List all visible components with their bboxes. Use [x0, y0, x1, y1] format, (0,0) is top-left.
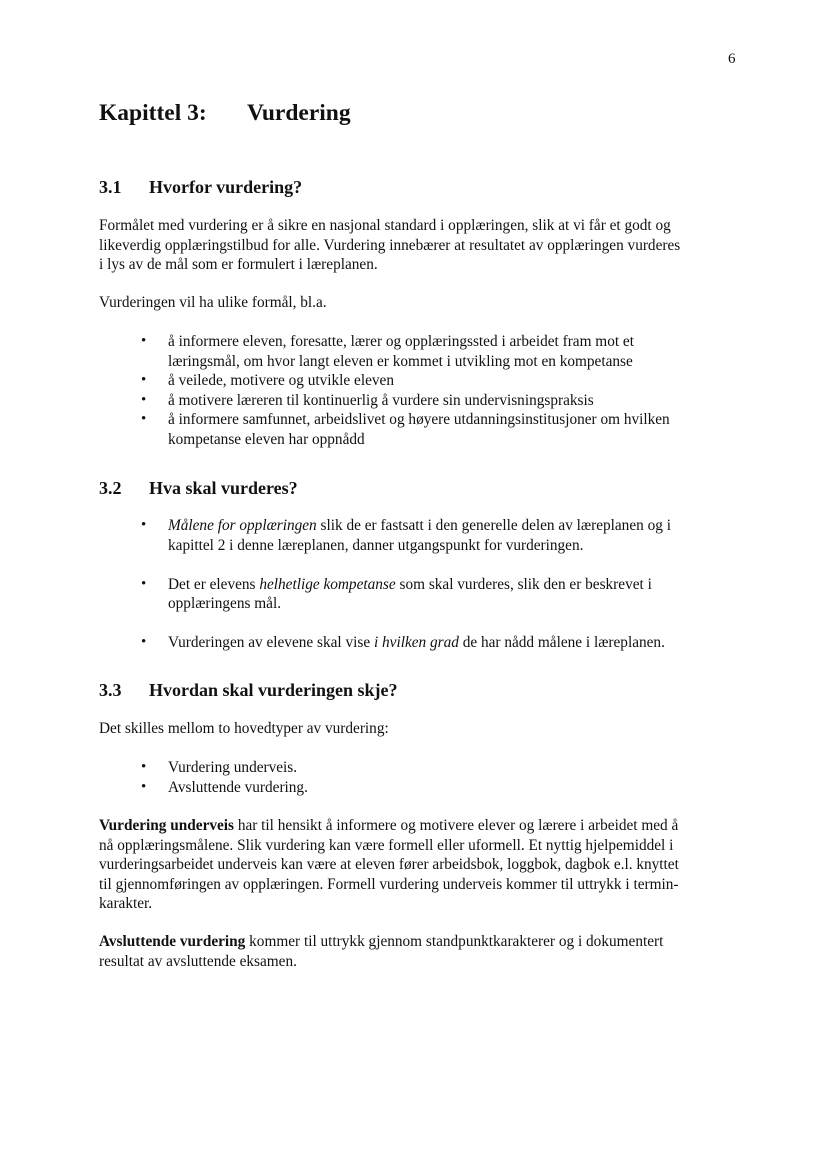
section-title: Hvordan skal vurderingen skje?: [149, 680, 398, 700]
text-segment: har til hensikt å informere og motivere elever og lærere i arbeidet med å: [234, 817, 679, 834]
text-line: • å informere eleven, foresatte, lærer og opplæringssted i arbeidet fram mot et: [168, 333, 634, 350]
section-title: Hvorfor vurdering?: [149, 177, 303, 197]
text-line: opplæringens mål.: [168, 595, 282, 612]
bold-term: Avsluttende vurdering: [99, 933, 246, 950]
list-item: [99, 391, 739, 411]
list-item: [99, 575, 739, 614]
assessment-bullet-list: [99, 516, 739, 653]
list-item: [99, 332, 739, 371]
paragraph-aims-intro: Vurderingen vil ha ulike formål, bl.a.: [99, 294, 327, 311]
emphasis-text: Målene for opplæringen: [168, 517, 317, 534]
bold-term: Vurdering underveis: [99, 817, 234, 834]
text-line: til gjennomføringen av opplæringen. Formell vurdering underveis kommer til uttrykk i termin-: [99, 875, 679, 893]
text-segment: Det er elevens: [168, 575, 260, 593]
text-line: kompetanse eleven har oppnådd: [168, 430, 365, 448]
text-segment: de har nådd målene i læreplanen.: [458, 634, 665, 651]
chapter-heading: [99, 100, 351, 127]
text-line: • å motivere læreren til kontinuerlig å vurdere sin undervisningspraksis: [168, 391, 594, 409]
text-line: [168, 575, 739, 595]
text-line: likeverdig opplæringstilbud for alle. Vurdering innebærer at resultatet av opplæringen vurderes: [99, 236, 681, 254]
text-line: Formålet med vurdering er å sikre en nasjonal standard i opplæringen, slik at vi får et godt og: [99, 217, 671, 234]
section-number: 3.2: [99, 478, 122, 498]
chapter-title: Vurdering: [247, 100, 351, 126]
text-line: kapittel 2 i denne læreplanen, danner utgangspunkt for vurderingen.: [168, 536, 584, 554]
text-line: nå opplæringsmålene. Slik vurdering kan være formell eller uformell. Et nyttig hjelpemiddel i: [99, 836, 674, 854]
section-heading-3-2: [99, 478, 298, 499]
text-line: • Avsluttende vurdering.: [168, 778, 308, 796]
text-line: • Vurdering underveis.: [168, 759, 298, 776]
list-item: [99, 758, 739, 778]
text-line: resultat av avsluttende eksamen.: [99, 952, 297, 970]
text-line: [168, 516, 739, 536]
types-bullet-list: [99, 758, 739, 797]
aims-bullet-list: [99, 332, 739, 449]
list-item: [99, 516, 739, 555]
emphasis-text: i hvilken grad: [373, 634, 459, 651]
text-segment: kommer til uttrykk gjennom standpunktkarakterer og i dokumentert: [245, 933, 664, 950]
text-line: • å informere samfunnet, arbeidslivet og høyere utdanningsinstitusjoner om hvilken: [168, 411, 670, 428]
text-segment: Vurderingen av elevene skal vise: [168, 634, 374, 651]
list-item: [99, 633, 739, 653]
paragraph-summative: [99, 932, 739, 971]
page-number: 6: [728, 51, 736, 67]
list-item: [99, 371, 739, 391]
text-line: [99, 816, 739, 836]
section-heading-3-1: [99, 177, 302, 198]
text-line: karakter.: [99, 895, 153, 912]
text-segment: slik de er fastsatt i den generelle delen av læreplanen og i: [316, 517, 671, 534]
list-item: [99, 778, 739, 798]
text-segment: som skal vurderes, slik den er beskrevet i: [395, 575, 652, 593]
text-line: læringsmål, om hvor langt eleven er kommet i utvikling mot en kompetanse: [168, 352, 633, 370]
text-line: • å veilede, motivere og utvikle eleven: [168, 372, 394, 389]
text-line: [99, 932, 739, 952]
chapter-number: Kapittel 3:: [99, 100, 207, 126]
section-number: 3.3: [99, 680, 122, 700]
paragraph-purpose: [99, 216, 739, 275]
section-number: 3.1: [99, 177, 122, 197]
paragraph-formative: [99, 816, 739, 914]
section-heading-3-3: [99, 680, 398, 701]
text-line: vurderingsarbeidet underveis kan være at eleven fører arbeidsbok, loggbok, dagbok e.l. knyttet: [99, 856, 679, 873]
text-line: i lys av de mål som er formulert i læreplanen.: [99, 256, 378, 273]
text-line: [168, 633, 739, 653]
emphasis-text: helhetlige kompetanse: [259, 575, 396, 593]
section-title: Hva skal vurderes?: [149, 478, 298, 498]
paragraph-types-intro: Det skilles mellom to hovedtyper av vurdering:: [99, 720, 389, 737]
list-item: [99, 410, 739, 449]
